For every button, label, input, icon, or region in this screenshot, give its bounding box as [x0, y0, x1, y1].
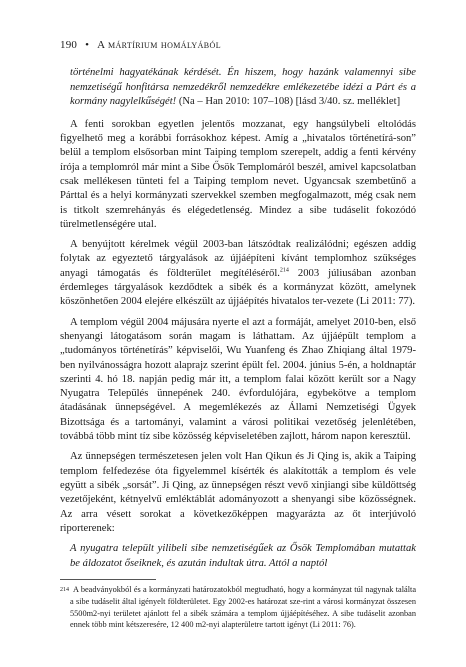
page-number: 190	[60, 39, 78, 51]
paragraph-3-text: A templom végül 2004 májusára nyerte el azt a formáját, amelyet 2010-ben, első shenyangi látogatásom során magam is láthattam. Az újjáépült templom a „tudományos történetírás” képviselői, Wu Yuanfeng és Zhao Zhiqiang által 1979-ben nyilvánosságra hozott alaprajz szerint épült fel. 2004. június 5-én, a holdnaptár szerinti 4. hó 18. napján pedig már itt, a templom falai között került sor a Nagy Nyugatra Település ünnepének 240. évfordulójára, egybekötve a templom átadásának ünnepségével. A megemlékezés az Állami Nemzetiségi Ügyek Bizottsága és a tartományi, valamint a városi politikai vezetőség jelenlétében, továbbá több mint tíz sibe közösség képviseletében zajlott, három napon keresztül.	[60, 316, 416, 443]
block-quote-bottom: A nyugatra települt yilibeli sibe nemzetiségűek az Ősök Templomában mutattak be áldozatot őseiknek, és azután indultak útra. Attól a naptól	[70, 543, 416, 569]
quote-top-text: történelmi hagyatékának kérdését. Én hiszem, hogy hazánk valamennyi sibe nemzetiségű honfitársa nemzedékről nemzedékre emlékezetébe idézi a Párt és a kormány nagylelkűségét!	[70, 67, 416, 108]
paragraph-2	[60, 238, 416, 309]
paragraph-4-text: Az ünnepségen természetesen jelen volt Han Qikun és Ji Qing is, akik a Taiping templom felfedezése óta figyelemmel kísérték és alakították a templom és vele együtt a sibék „sorsát”. Ji Qing, az ünnepségen részt vevő xinjiangi sibe küldöttség vezetőjeként, kétnyelvű emléktáblát adományozott a shenyangi sibe közösségnek. Az arra vésett sorokat a következőképpen magyarázta az őt interjúvoló riporterenek:	[60, 451, 416, 534]
block-quote-top	[70, 66, 416, 110]
paragraph-1-text: A fenti sorokban egyetlen jelentős mozzanat, egy hangsúlybeli eltolódás figyelhető meg a korábbi forrásokhoz képest. Amíg a „hivatalos történetírá-son” belül a templom elsősorban mint Taiping templom szerepelt, addig a fenti kérvény írója a templomról már mint a Sibe Ősök Templomáról beszél, amivel kapcsolatban csak mellékesen tünteti fel a Taiping templom nevet. Ugyancsak szembetűnő a Párttal és a helyi kormányzati szervekkel szemben megfogalmazott, még csak nem is titkolt szemrehányás és elégedetlenség. Mindez a sibe tudáselit fokozódó türelmetlenségére utal.	[60, 118, 416, 230]
paragraph-2-text: A benyújtott kérelmek végül 2003-ban látszódtak realizálódni; egészen addig folytak az egyeztető tárgyalások az újjáépíteni kívánt templomhoz szükséges anyagi támogatás és földterület megítéléséről.	[60, 239, 416, 279]
paragraph-4	[60, 450, 416, 536]
paragraph-1	[60, 118, 416, 232]
footnote-divider	[60, 579, 156, 580]
footnote-number: 214	[60, 587, 69, 594]
running-head	[60, 38, 416, 52]
paragraph-3	[60, 316, 416, 445]
book-page	[60, 38, 416, 630]
separator-bullet: •	[85, 39, 90, 51]
quote-top-citation: (Na – Han 2010: 107–108) [lásd 3/40. sz. melléklet]	[176, 96, 401, 108]
footnote	[60, 584, 416, 630]
footnote-text: A beadványokból és a kormányzati határozatokból megtudható, hogy a kormányzat túl nagynak találta a sibe tudáselit által igényelt földterületet. Egy 2002-es határozat sze-rint a városi kormányzat összesen 5500m2-nyi területet ajánlott fel a sibék számára a templom újjáépítéséhez. A sibe tudáselit azonban ennek több mint kétszeresére, 12 400 m2-nyi alapterületre tartott igényt (Li 2011: 76).	[70, 585, 416, 629]
footnote-ref: 214	[279, 267, 289, 274]
paragraph-2-text-after: 2003 júliusában azonban érdemleges tárgyalások kezdődtek a sibék és a kormányzat között, amelynek köszönhetően 2004 elejére elkészült az újjáépítés hivatalos ter-vezete (Li 2011: 77).	[60, 267, 416, 308]
running-title: A mártírium homályából	[97, 39, 221, 51]
